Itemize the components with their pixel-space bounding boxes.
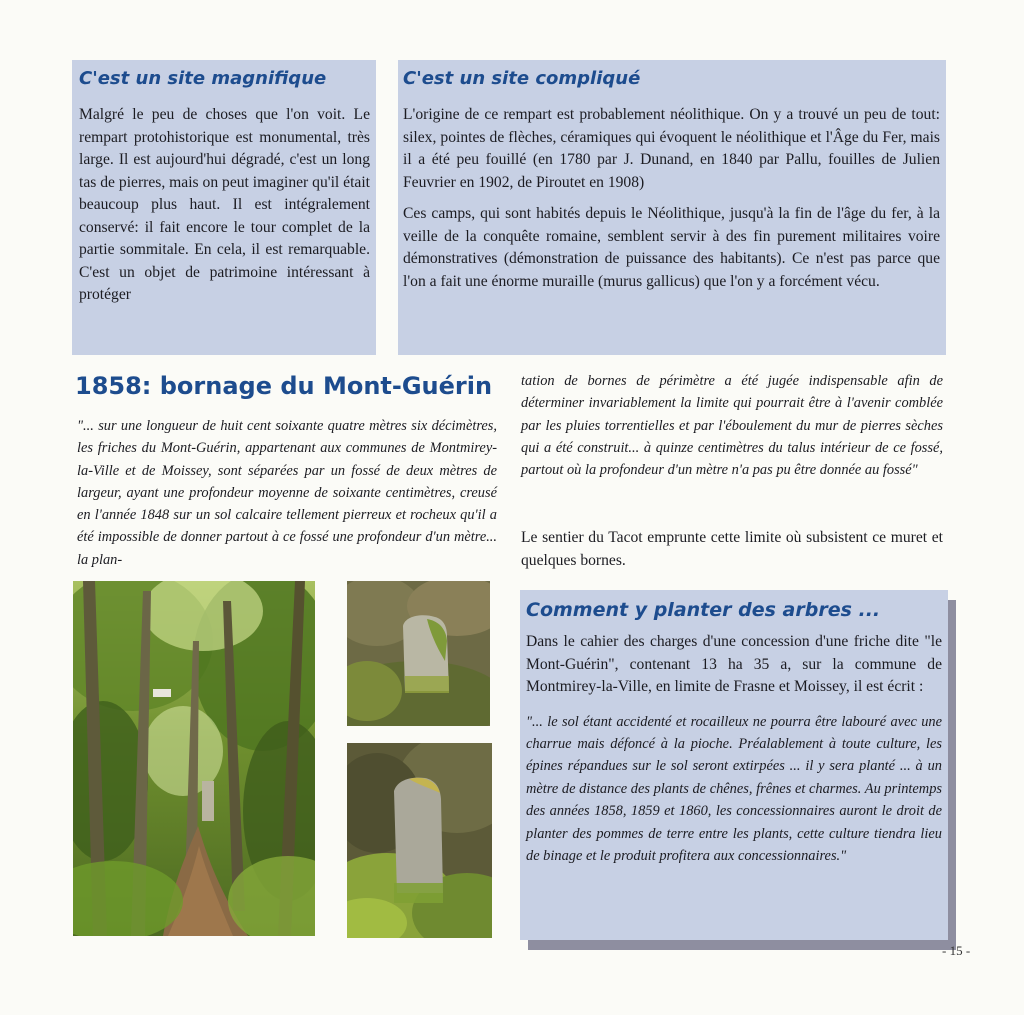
bornage-quote-part-1: "... sur une longueur de huit cent soixante quatre mètres six décimètres, les friches du Mont-Guérin, appartenant aux communes de Montmirey-la-Ville et de Moissey, sont séparées par un fossé de deux mètres de largeur, ayant une profondeur moyenne de soixante centimètres, creusé en l'année 1848 sur un sol calcaire tellement pierreux et rocheux qu'il a été impossible de donner partout à ce fossé une profondeur d'un mètre... la plan- (77, 418, 497, 568)
box-site-complique-paragraph-2: Ces camps, qui sont habités depuis le Néolithique, jusqu'à la fin de l'âge du fer, à la veille de la conquête romaine, semblent servir à des fin purement militaires voire démonstratives (démonstration de puissance des habitants). Ce n'est pas parce que l'on a fait une énorme muraille (murus gallicus) que l'on y a forcément vécu. (403, 205, 940, 290)
box-site-complique-text (403, 104, 940, 293)
box-planter-arbres-title: Comment y planter des arbres ... (526, 599, 881, 621)
box-planter-arbres (520, 590, 948, 940)
box-site-magnifique (72, 60, 376, 355)
boundary-stone-photo-1 (347, 581, 490, 726)
bornage-heading: 1858: bornage du Mont-Guérin (75, 372, 493, 400)
forest-path-photo (73, 581, 315, 936)
box-site-complique-title: C'est un site compliqué (403, 68, 641, 89)
box-planter-arbres-quote: "... le sol étant accidenté et rocailleux ne pourra être labouré avec une charrue mais défoncé à la pioche. Préalablement à toute culture, les épines répandues sur le sol seront extirpées ... il y sera planté ... à un mètre de distance des plants de chênes, frênes et charmes. Au printemps des années 1858, 1859 et 1860, les concessionnaires auront le droit de planter des pommes de terre entre les plants, cette culture tiendra lieu de binage et le produit profitera aux concessionnaires." (526, 713, 942, 864)
box-site-magnifique-title: C'est un site magnifique (79, 68, 327, 89)
box-site-complique-paragraph-1: L'origine de ce rempart est probablement néolithique. On y a trouvé un peu de tout: silex, pointes de flèches, céramiques qui évoquent le néolithique et l'Âge du Fer, mais il a été peu fouillé (en 1780 par J. Dunand, en 1840 par Pallu, fouilles de Julien Feuvrier en 1902, de Piroutet en 1908) (403, 106, 940, 191)
box-site-magnifique-text (79, 104, 370, 307)
page-number: - 15 - (942, 943, 971, 958)
box-site-complique (398, 60, 946, 355)
boundary-stone-photo-2 (347, 743, 492, 938)
box-site-magnifique-paragraph: Malgré le peu de choses que l'on voit. Le rempart protohistorique est monumental, très large. Il est aujourd'hui dégradé, c'est un long tas de pierres, mais on peut imaginer qu'il était beaucoup plus haut. Il est intégralement conservé: il fait encore le tour complet de la partie sommitale. En cela, il est remarquable. C'est un objet de patrimoine intéressant à protéger (79, 106, 370, 303)
sentier-paragraph: Le sentier du Tacot emprunte cette limite où subsistent ce muret et quelques bornes. (521, 529, 943, 569)
bornage-quote-part-2: tation de bornes de périmètre a été jugée indispensable afin de déterminer invariablement la limite qui pourrait être à l'avenir comblée par les pluies torrentielles et par l'éboulement du mur de pierres sèches qui a été construit... à quinze centimètres du talus intérieur de ce fossé, partout où la profondeur d'un mètre n'a pas pu être donnée au fossé" (521, 373, 943, 479)
box-planter-arbres-paragraph: Dans le cahier des charges d'une concession d'une friche dite "le Mont-Guérin", contenant 13 ha 35 a, sur la commune de Montmirey-la-Ville, en limite de Frasne et Moissey, il est écrit : (526, 633, 942, 695)
